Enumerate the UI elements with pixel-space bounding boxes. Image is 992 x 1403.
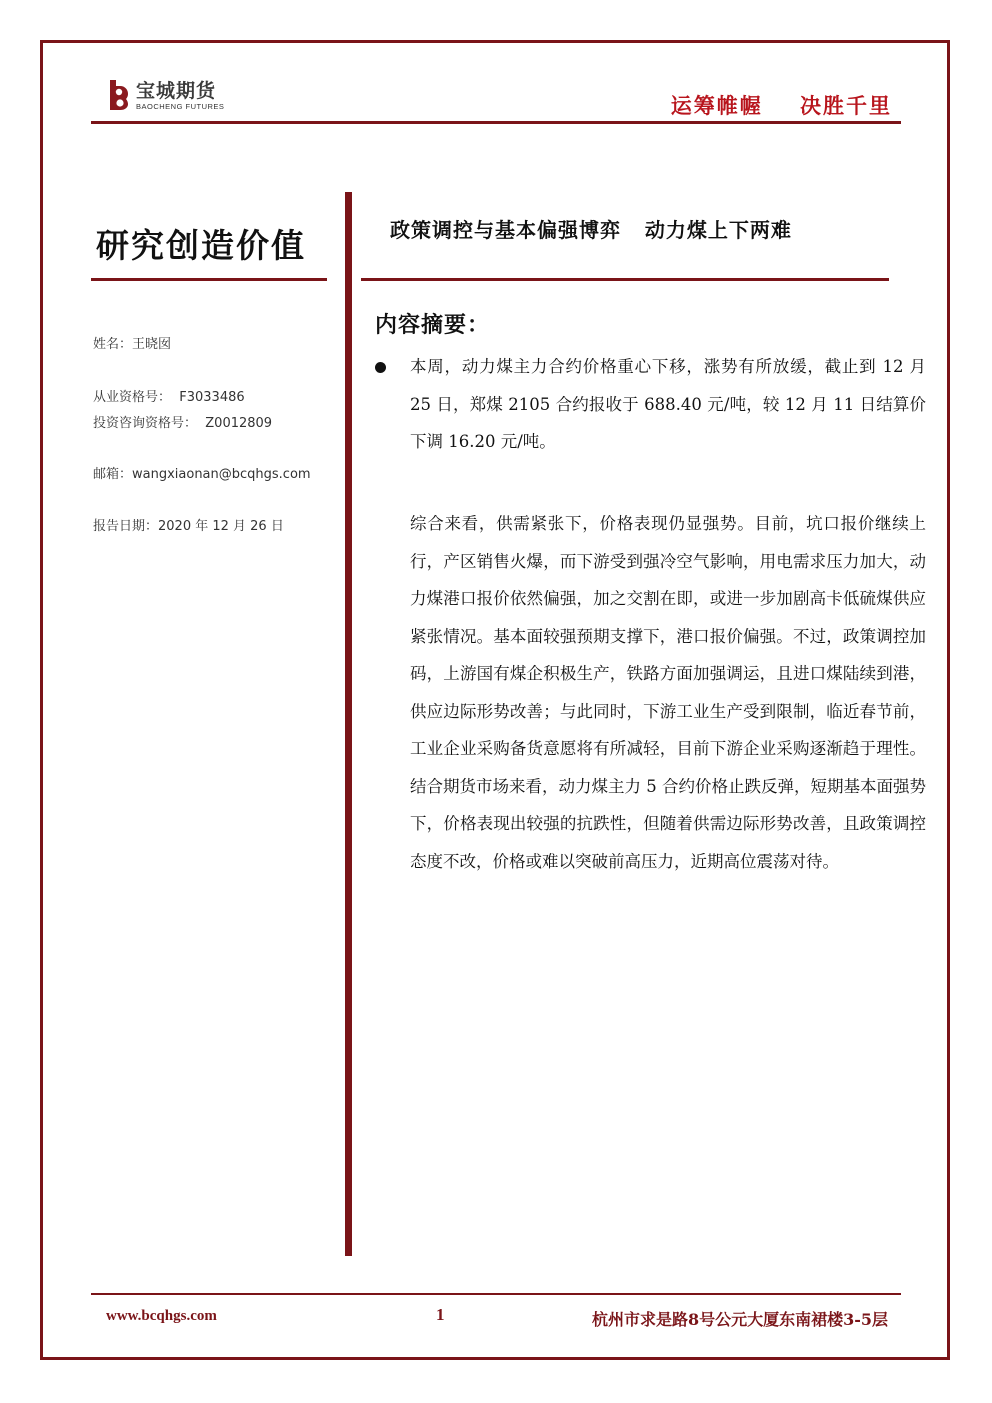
logo-b-icon	[106, 78, 132, 112]
abstract-paragraph-2: 综合来看，供需紧张下，价格表现仍显强势。目前，坑口报价继续上行，产区销售火爆，而下游受到强冷空气影响，用电需求压力加大，动力煤港口报价依然偏强，加之交割在即，或进一步加剧高卡低硫煤供应紧张情况。基本面较强预期支撑下，港口报价偏强。不过，政策调控加码，上游国有煤企积极生产，铁路方面加强调运，且进口煤陆续到港，供应边际形势改善；与此同时，下游工业生产受到限制，临近春节前，工业企业采购备货意愿将有所减轻，目前下游企业采购逐渐趋于理性。结合期货市场来看，动力煤主力 5 合约价格止跌反弹，短期基本面强势下，价格表现出较强的抗跌性，但随着供需边际形势改善，且政策调控态度不改，价格或难以突破前高压力，近期高位震荡对待。	[410, 514, 926, 871]
report-title: 政策调控与基本偏强博弈 动力煤上下两难	[390, 218, 792, 242]
footer-divider	[91, 1293, 901, 1295]
report-date: 报告日期：2020 年 12 月 26 日	[93, 519, 284, 534]
abstract-heading: 内容摘要：	[375, 312, 491, 338]
abstract-paragraph-1: 本周，动力煤主力合约价格重心下移，涨势有所放缓，截止到 12 月 25 日，郑煤 2105 合约报收于 688.40 元/吨，较 12 月 11 日结算价下调 16.20 元/吨。	[410, 357, 926, 451]
column-divider	[345, 192, 352, 1256]
motto-divider	[91, 278, 327, 281]
analyst-license: 从业资格号： F3033486	[93, 390, 245, 405]
company-logo	[106, 78, 224, 112]
sidebar-motto: 研究创造价值	[96, 226, 306, 265]
footer-website: www.bcqhgs.com	[106, 1308, 217, 1324]
footer-address: 杭州市求是路8号公元大厦东南裙楼3-5层	[591, 1310, 888, 1329]
analyst-consult-license: 投资咨询资格号： Z0012809	[93, 416, 273, 431]
title-divider	[361, 278, 889, 281]
bullet-icon	[375, 362, 386, 373]
header-slogan: 运筹帷幄 决胜千里	[670, 93, 892, 118]
logo-chinese-name: 宝城期货	[136, 79, 217, 102]
header-divider	[91, 121, 901, 124]
analyst-email: 邮箱：wangxiaonan@bcqhgs.com	[93, 467, 311, 482]
logo-english-name: BAOCHENG FUTURES	[136, 101, 225, 111]
page-number: 1	[436, 1305, 445, 1324]
analyst-name: 姓名：王晓囡	[93, 337, 172, 352]
